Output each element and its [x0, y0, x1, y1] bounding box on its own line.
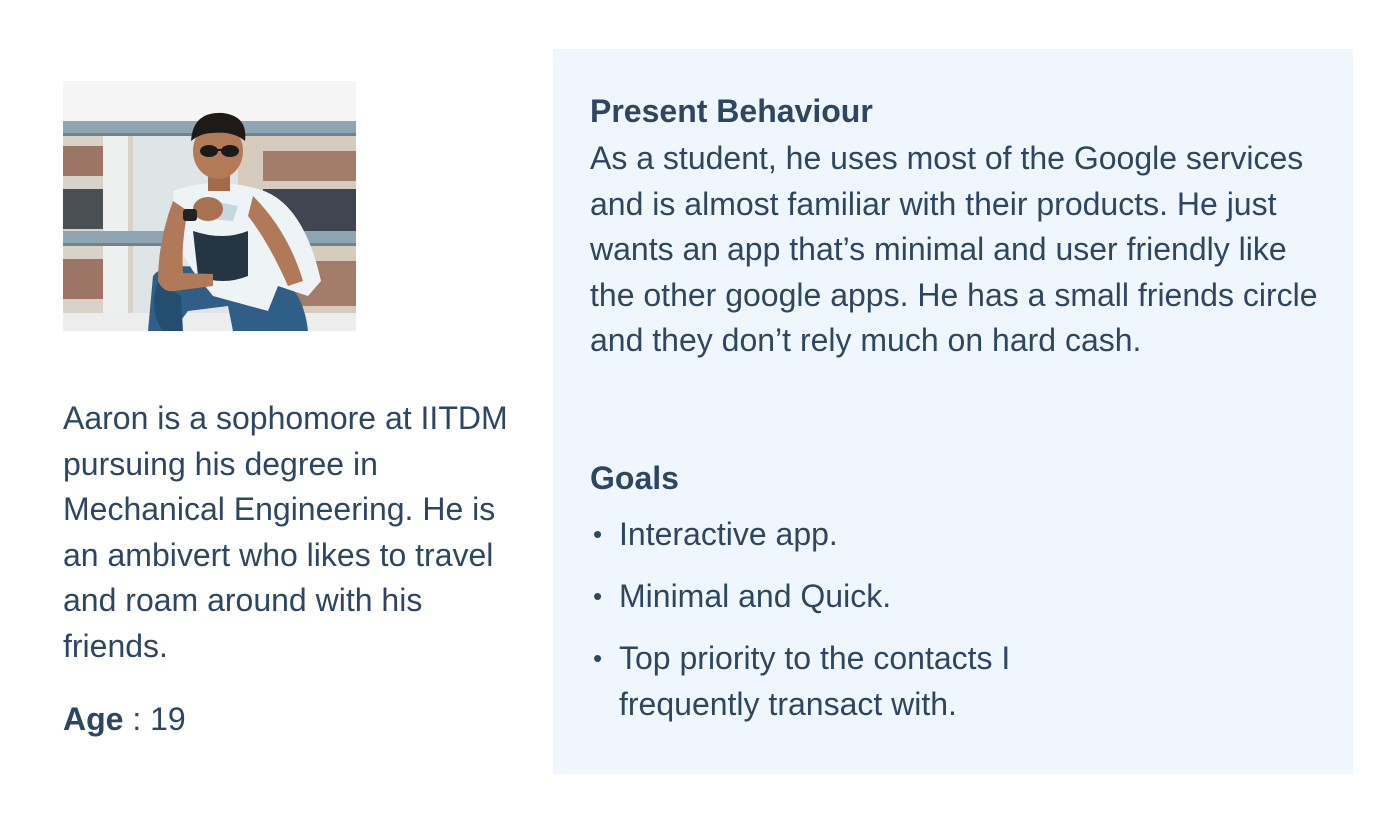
persona-photo: [63, 81, 356, 331]
goals-list: [590, 511, 1330, 743]
bullet-icon: •: [593, 643, 603, 673]
bullet-icon: •: [593, 519, 603, 549]
bullet-icon: •: [593, 581, 603, 611]
goal-item: [590, 511, 1330, 557]
age-label: Age: [63, 701, 124, 737]
persona-bio: Aaron is a sophomore at IITDM pursuing his degree in Mechanical Engineering. He is an ambivert who likes to travel and roam around with his friends.: [63, 400, 508, 664]
behaviour-goals-panel: [553, 49, 1353, 774]
goal-item-text: Top priority to the contacts I frequently transact with.: [619, 640, 1011, 722]
age-value: 19: [150, 701, 186, 737]
goal-item: [590, 635, 1330, 727]
goal-item-text: Minimal and Quick.: [619, 578, 892, 614]
present-behaviour-text: As a student, he uses most of the Google services and is almost familiar with their products. He just wants an app that’s minimal and user friendly like the other google apps. He has a small friends circle and they don’t rely much on hard cash.: [590, 140, 1318, 358]
goals-title: Goals: [590, 460, 679, 496]
persona-photo-image: [63, 81, 356, 331]
persona-age: [63, 697, 186, 742]
age-separator: :: [123, 701, 151, 737]
goal-item-text: Interactive app.: [619, 516, 838, 552]
present-behaviour-title: Present Behaviour: [590, 93, 873, 129]
goal-item: [590, 573, 1330, 619]
